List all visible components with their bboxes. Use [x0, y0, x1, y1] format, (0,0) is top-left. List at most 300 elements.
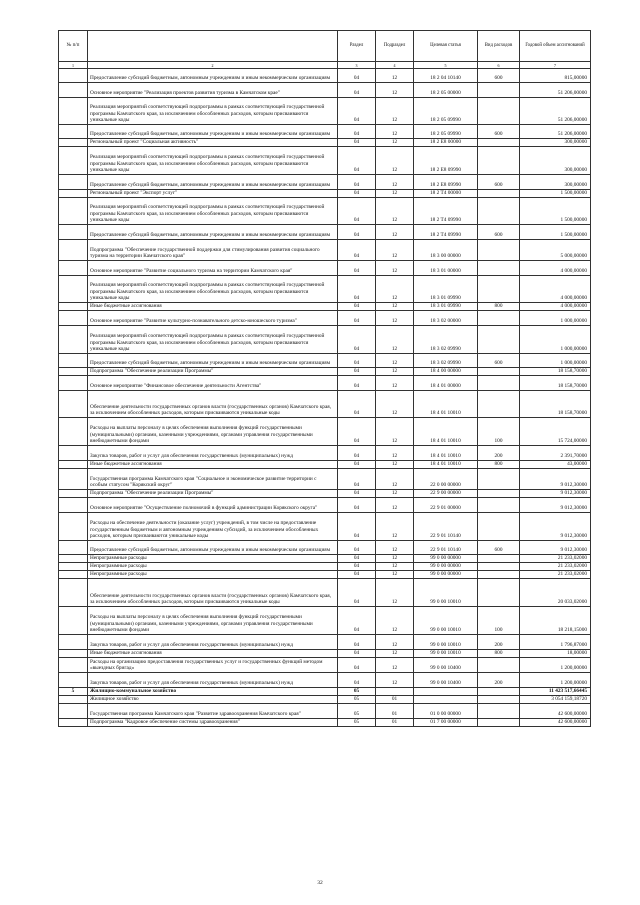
row-name: Основное мероприятие "Реализация проектов развития туризма в Камчатском крае": [88, 83, 338, 98]
table-row: [59, 418, 591, 446]
row-number: [59, 391, 88, 418]
row-expense-type: 600: [478, 541, 520, 555]
table-row: [59, 461, 591, 469]
row-name: Основное мероприятие "Финансовое обеспечение деятельности Агентства": [88, 376, 338, 391]
row-amount: 1 000,00000: [520, 354, 591, 368]
row-amount: 42 600,00000: [520, 719, 591, 727]
table-row: [59, 513, 591, 541]
row-target: 01 7 00 00000: [414, 719, 478, 727]
row-amount: 4 000,00000: [520, 276, 591, 303]
row-section: 04: [338, 326, 376, 354]
table-row: [59, 175, 591, 190]
table-row: [59, 354, 591, 368]
row-subsection: 12: [376, 139, 414, 147]
row-amount: 51 206,00000: [520, 98, 591, 125]
row-section: 04: [338, 658, 376, 673]
row-number: [59, 368, 88, 376]
row-amount: 15 724,00000: [520, 418, 591, 446]
row-amount: 4 000,00000: [520, 303, 591, 311]
row-name: Иные бюджетные ассигнования: [88, 303, 338, 311]
table-row: [59, 650, 591, 658]
table-row: [59, 658, 591, 673]
row-name: Реализация мероприятий соответствующей подпрограммы в рамках соответствующей государственной программы Камчатского края, за исключением обособленных расходов, которым присваиваются уникальные коды: [88, 276, 338, 303]
row-number: [59, 98, 88, 125]
row-expense-type: [478, 83, 520, 98]
row-subsection: 12: [376, 673, 414, 688]
row-expense-type: 600: [478, 225, 520, 240]
row-number: [59, 461, 88, 469]
row-amount: 300,00000: [520, 175, 591, 190]
column-index: 2: [88, 62, 338, 69]
table-row: [59, 261, 591, 276]
row-number: [59, 311, 88, 326]
table-row: [59, 490, 591, 498]
row-section: 04: [338, 563, 376, 571]
column-index: 4: [376, 62, 414, 69]
row-expense-type: [478, 555, 520, 563]
row-amount: 300,00000: [520, 139, 591, 147]
row-subsection: 12: [376, 376, 414, 391]
row-subsection: 12: [376, 368, 414, 376]
row-expense-type: 100: [478, 607, 520, 635]
row-subsection: 12: [376, 579, 414, 607]
row-target: 18 4 01 10010: [414, 391, 478, 418]
row-section: 04: [338, 650, 376, 658]
row-name: Подпрограмма "Обеспечение реализации Программы": [88, 368, 338, 376]
row-expense-type: [478, 311, 520, 326]
row-name: Расходы на организацию предоставления государственных услуг и государственных функций методом «выездных бригад»: [88, 658, 338, 673]
row-subsection: 12: [376, 513, 414, 541]
row-number: [59, 650, 88, 658]
column-index: 1: [59, 62, 88, 69]
column-index: 6: [478, 62, 520, 69]
row-number: [59, 69, 88, 83]
row-subsection: 12: [376, 418, 414, 446]
row-expense-type: [478, 276, 520, 303]
header-num: № п/п: [59, 31, 88, 62]
row-name: Реализация мероприятий соответствующей подпрограммы в рамках соответствующей государственной программы Камчатского края, за исключением обособленных расходов, которым присваиваются уникальные коды: [88, 98, 338, 125]
row-number: [59, 607, 88, 635]
row-amount: 9 012,30000: [520, 469, 591, 490]
row-expense-type: 600: [478, 125, 520, 139]
row-expense-type: [478, 498, 520, 513]
row-number: [59, 673, 88, 688]
table-row: [59, 688, 591, 696]
row-name: Расходы на выплаты персоналу в целях обеспечения выполнения функций государственными (муниципальными) органами, казенными учреждениями, органами управления государственными внебюджетными фондами: [88, 418, 338, 446]
row-target: 18 4 01 00000: [414, 376, 478, 391]
row-subsection: 12: [376, 83, 414, 98]
row-name: Реализация мероприятий соответствующей подпрограммы в рамках соответствующей государственной программы Камчатского края, за исключением обособленных расходов, которым присваиваются уникальные коды: [88, 198, 338, 225]
row-subsection: 01: [376, 719, 414, 727]
row-amount: 1 796,87000: [520, 635, 591, 650]
row-amount: 43,00000: [520, 461, 591, 469]
table-row: [59, 719, 591, 727]
row-number: [59, 276, 88, 303]
row-expense-type: 200: [478, 673, 520, 688]
row-name: Закупка товаров, работ и услуг для обеспечения государственных (муниципальных) нужд: [88, 673, 338, 688]
row-target: 18 4 00 00000: [414, 368, 478, 376]
budget-document: [58, 30, 590, 727]
row-amount: 9 012,30000: [520, 513, 591, 541]
row-expense-type: 200: [478, 446, 520, 461]
row-expense-type: 200: [478, 635, 520, 650]
table-header-row: [59, 31, 591, 62]
row-section: 04: [338, 198, 376, 225]
row-name: Региональный проект "Экспорт услуг": [88, 190, 338, 198]
row-amount: 1 200,00000: [520, 673, 591, 688]
row-subsection: 12: [376, 198, 414, 225]
row-section: 04: [338, 83, 376, 98]
row-name: Жилищное хозяйство: [88, 696, 338, 704]
column-index-row: [59, 62, 591, 69]
row-number: [59, 696, 88, 704]
header-amount: Годовой объем ассигнований: [520, 31, 591, 62]
row-section: 05: [338, 719, 376, 727]
row-subsection: 12: [376, 541, 414, 555]
row-amount: 18 218,15000: [520, 607, 591, 635]
table-row: [59, 311, 591, 326]
row-name: Закупка товаров, работ и услуг для обеспечения государственных (муниципальных) нужд: [88, 446, 338, 461]
row-target: 99 0 00 10010: [414, 579, 478, 607]
row-expense-type: [478, 326, 520, 354]
row-section: 04: [338, 555, 376, 563]
row-number: [59, 139, 88, 147]
row-amount: 21 233,02000: [520, 563, 591, 571]
row-expense-type: [478, 704, 520, 719]
row-amount: 18 158,70000: [520, 376, 591, 391]
header-target: Целевая статья: [414, 31, 478, 62]
row-section: 04: [338, 376, 376, 391]
row-expense-type: 800: [478, 650, 520, 658]
row-name: Подпрограмма "Обеспечение государственной поддержки для стимулирования развития социального туризма на территории Камчатского края": [88, 240, 338, 261]
table-row: [59, 368, 591, 376]
row-expense-type: [478, 98, 520, 125]
row-number: [59, 563, 88, 571]
row-name: Предоставление субсидий бюджетным, автономным учреждениям и иным некоммерческим организациям: [88, 175, 338, 190]
row-section: 05: [338, 688, 376, 696]
row-section: 04: [338, 175, 376, 190]
table-row: [59, 555, 591, 563]
row-target: 18 3 01 09990: [414, 303, 478, 311]
row-name: Непрограммные расходы: [88, 571, 338, 579]
row-target: 22 9 01 10140: [414, 513, 478, 541]
row-target: 01 0 00 00000: [414, 704, 478, 719]
table-row: [59, 673, 591, 688]
row-number: [59, 635, 88, 650]
row-name: Обеспечение деятельности государственных органов власти (государственных органов) Камчатского края, за исключением обособленных расходов, которым присваиваются уникальные коды: [88, 391, 338, 418]
row-section: 04: [338, 276, 376, 303]
column-index: 5: [414, 62, 478, 69]
row-section: 05: [338, 696, 376, 704]
row-number: [59, 658, 88, 673]
row-section: 04: [338, 446, 376, 461]
row-amount: 9 012,30000: [520, 498, 591, 513]
row-subsection: 12: [376, 190, 414, 198]
row-target: 18 3 00 00000: [414, 240, 478, 261]
row-target: 99 0 00 00000: [414, 555, 478, 563]
row-expense-type: [478, 469, 520, 490]
row-subsection: 12: [376, 650, 414, 658]
row-section: 04: [338, 418, 376, 446]
row-subsection: 12: [376, 498, 414, 513]
row-expense-type: [478, 368, 520, 376]
row-section: 04: [338, 498, 376, 513]
row-subsection: 12: [376, 607, 414, 635]
row-number: [59, 303, 88, 311]
row-amount: 300,00000: [520, 147, 591, 175]
row-target: [414, 696, 478, 704]
row-number: [59, 541, 88, 555]
row-section: 04: [338, 125, 376, 139]
row-name: Основное мероприятие "Осуществление полномочий в функций администрации Корякского округа": [88, 498, 338, 513]
row-number: [59, 719, 88, 727]
row-subsection: 12: [376, 571, 414, 579]
row-section: 04: [338, 139, 376, 147]
row-name: Расходы на обеспечение деятельности (оказание услуг) учреждений, в том числе на предоставление государственным бюджетным и автономным учреждениям субсидий, за исключением обособленных расходов, которым присваиваются уникальные коды: [88, 513, 338, 541]
row-target: 18 4 01 10010: [414, 461, 478, 469]
budget-table: [58, 30, 591, 727]
row-number: [59, 198, 88, 225]
row-name: Предоставление субсидий бюджетным, автономным учреждениям и иным некоммерческим организациям: [88, 225, 338, 240]
row-amount: 1 200,00000: [520, 658, 591, 673]
row-number: [59, 555, 88, 563]
row-target: 18 2 T4 00000: [414, 190, 478, 198]
row-number: [59, 175, 88, 190]
row-name: Закупка товаров, работ и услуг для обеспечения государственных (муниципальных) нужд: [88, 635, 338, 650]
row-number: [59, 261, 88, 276]
row-section: 04: [338, 354, 376, 368]
row-amount: 51 206,00000: [520, 125, 591, 139]
row-amount: 1 500,00000: [520, 225, 591, 240]
row-subsection: 12: [376, 461, 414, 469]
row-target: 99 0 00 10010: [414, 650, 478, 658]
row-number: [59, 190, 88, 198]
row-subsection: 12: [376, 303, 414, 311]
table-row: [59, 303, 591, 311]
row-number: [59, 354, 88, 368]
table-row: [59, 446, 591, 461]
table-row: [59, 198, 591, 225]
table-row: [59, 704, 591, 719]
row-expense-type: 800: [478, 461, 520, 469]
row-target: 18 2 T4 09990: [414, 198, 478, 225]
row-name: Иные бюджетные ассигнования: [88, 650, 338, 658]
row-subsection: 12: [376, 276, 414, 303]
row-number: [59, 376, 88, 391]
row-subsection: 12: [376, 469, 414, 490]
table-row: [59, 635, 591, 650]
row-amount: 21 233,02000: [520, 571, 591, 579]
row-number: [59, 225, 88, 240]
row-name: Предоставление субсидий бюджетным, автономным учреждениям и иным некоммерческим организациям: [88, 125, 338, 139]
header-subsection: Подраздел: [376, 31, 414, 62]
row-amount: 1 500,00000: [520, 198, 591, 225]
row-expense-type: 600: [478, 354, 520, 368]
table-row: [59, 498, 591, 513]
row-expense-type: [478, 147, 520, 175]
table-row: [59, 541, 591, 555]
row-name: Основное мероприятие "Развитие культурно-познавательного детско-юношеского туризма": [88, 311, 338, 326]
row-target: 99 0 00 00000: [414, 563, 478, 571]
row-section: 04: [338, 311, 376, 326]
row-number: [59, 490, 88, 498]
row-number: [59, 571, 88, 579]
row-amount: 4 000,00000: [520, 261, 591, 276]
row-number: [59, 498, 88, 513]
row-subsection: 12: [376, 261, 414, 276]
row-section: 04: [338, 635, 376, 650]
row-target: 18 4 01 10010: [414, 418, 478, 446]
row-subsection: 01: [376, 704, 414, 719]
row-name: Непрограммные расходы: [88, 555, 338, 563]
row-target: 18 3 01 09990: [414, 276, 478, 303]
row-amount: 1 000,00000: [520, 326, 591, 354]
row-name: Государственная программа Камчатского края "Развитие здравоохранения Камчатского края": [88, 704, 338, 719]
row-number: 5: [59, 688, 88, 696]
row-target: 22 9 01 10140: [414, 541, 478, 555]
row-expense-type: 600: [478, 69, 520, 83]
table-row: [59, 125, 591, 139]
row-target: 99 0 00 10010: [414, 635, 478, 650]
header-section: Раздел: [338, 31, 376, 62]
row-amount: 3 054 159,18720: [520, 696, 591, 704]
row-name: Реализация мероприятий соответствующей подпрограммы в рамках соответствующей государственной программы Камчатского края, за исключением обособленных расходов, которым присваиваются уникальные коды: [88, 326, 338, 354]
row-amount: 2 391,70000: [520, 446, 591, 461]
header-name: [88, 31, 338, 62]
page-number: 32: [317, 880, 323, 886]
row-section: 04: [338, 240, 376, 261]
row-amount: 42 600,00000: [520, 704, 591, 719]
row-section: 04: [338, 261, 376, 276]
row-subsection: 12: [376, 240, 414, 261]
table-row: [59, 376, 591, 391]
row-expense-type: [478, 490, 520, 498]
row-section: 04: [338, 461, 376, 469]
row-expense-type: [478, 391, 520, 418]
row-amount: 1 500,00000: [520, 190, 591, 198]
row-subsection: 12: [376, 147, 414, 175]
row-amount: 815,00000: [520, 69, 591, 83]
row-name: Государственная программа Камчатского края "Социальное и экономическое развитие территории с особым статусом "Корякский округ": [88, 469, 338, 490]
row-target: 18 2 E8 09990: [414, 147, 478, 175]
row-amount: 21 233,02000: [520, 555, 591, 563]
row-expense-type: [478, 198, 520, 225]
row-name: Региональный проект "Социальная активность": [88, 139, 338, 147]
row-amount: 1 000,00000: [520, 311, 591, 326]
row-expense-type: [478, 658, 520, 673]
row-target: 22 9 01 00000: [414, 498, 478, 513]
row-amount: 18 158,70000: [520, 368, 591, 376]
row-section: 05: [338, 704, 376, 719]
row-subsection: 12: [376, 175, 414, 190]
row-subsection: 12: [376, 311, 414, 326]
row-expense-type: 600: [478, 175, 520, 190]
table-row: [59, 139, 591, 147]
row-section: 04: [338, 490, 376, 498]
row-section: 04: [338, 225, 376, 240]
row-number: [59, 418, 88, 446]
row-section: 04: [338, 147, 376, 175]
row-section: 04: [338, 69, 376, 83]
row-section: 04: [338, 607, 376, 635]
row-subsection: 12: [376, 125, 414, 139]
row-amount: 9 012,30000: [520, 541, 591, 555]
row-number: [59, 326, 88, 354]
row-subsection: 12: [376, 446, 414, 461]
row-name: Реализация мероприятий соответствующей подпрограммы в рамках соответствующей государственной программы Камчатского края, за исключением обособленных расходов, которым присваиваются уникальные коды: [88, 147, 338, 175]
row-expense-type: [478, 571, 520, 579]
row-expense-type: [478, 513, 520, 541]
row-name: Предоставление субсидий бюджетным, автономным учреждениям и иным некоммерческим организациям: [88, 69, 338, 83]
table-row: [59, 391, 591, 418]
row-number: [59, 83, 88, 98]
row-expense-type: [478, 719, 520, 727]
row-section: 04: [338, 98, 376, 125]
table-row: [59, 696, 591, 704]
row-number: [59, 147, 88, 175]
row-name: Подпрограмма "Обеспечение реализации Программы": [88, 490, 338, 498]
row-number: [59, 446, 88, 461]
row-subsection: 12: [376, 490, 414, 498]
row-target: 18 2 T4 09990: [414, 225, 478, 240]
row-target: 18 3 02 09990: [414, 354, 478, 368]
table-body: [59, 69, 591, 727]
table-row: [59, 147, 591, 175]
column-index: 3: [338, 62, 376, 69]
row-target: 99 0 00 00000: [414, 571, 478, 579]
row-number: [59, 704, 88, 719]
row-section: 04: [338, 571, 376, 579]
row-subsection: 12: [376, 98, 414, 125]
row-amount: 5 000,00000: [520, 240, 591, 261]
row-target: 18 2 05 09990: [414, 125, 478, 139]
row-expense-type: [478, 261, 520, 276]
row-number: [59, 469, 88, 490]
row-expense-type: 100: [478, 418, 520, 446]
row-expense-type: [478, 696, 520, 704]
row-expense-type: [478, 563, 520, 571]
row-name: Непрограммные расходы: [88, 563, 338, 571]
row-target: [414, 688, 478, 696]
row-number: [59, 579, 88, 607]
table-row: [59, 98, 591, 125]
row-target: 18 3 02 09990: [414, 326, 478, 354]
row-amount: 51 206,00000: [520, 83, 591, 98]
row-expense-type: [478, 376, 520, 391]
table-row: [59, 225, 591, 240]
row-section: 04: [338, 541, 376, 555]
row-subsection: 12: [376, 354, 414, 368]
table-row: [59, 69, 591, 83]
row-expense-type: [478, 579, 520, 607]
row-subsection: 12: [376, 225, 414, 240]
column-index: 7: [520, 62, 591, 69]
row-target: 99 0 00 10400: [414, 673, 478, 688]
row-target: 18 2 04 10140: [414, 69, 478, 83]
row-name: Обеспечение деятельности государственных органов власти (государственных органов) Камчатского края, за исключением обособленных расходов, которым присваиваются уникальные коды: [88, 579, 338, 607]
row-section: 04: [338, 513, 376, 541]
row-subsection: 12: [376, 563, 414, 571]
row-section: 04: [338, 673, 376, 688]
row-name: Жилищно-коммунальное хозяйство: [88, 688, 338, 696]
row-section: 04: [338, 469, 376, 490]
table-row: [59, 469, 591, 490]
row-name: Предоставление субсидий бюджетным, автономным учреждениям и иным некоммерческим организациям: [88, 354, 338, 368]
row-subsection: 12: [376, 326, 414, 354]
row-target: 99 0 00 10010: [414, 607, 478, 635]
row-target: 18 3 02 00000: [414, 311, 478, 326]
row-target: 18 2 05 09990: [414, 98, 478, 125]
